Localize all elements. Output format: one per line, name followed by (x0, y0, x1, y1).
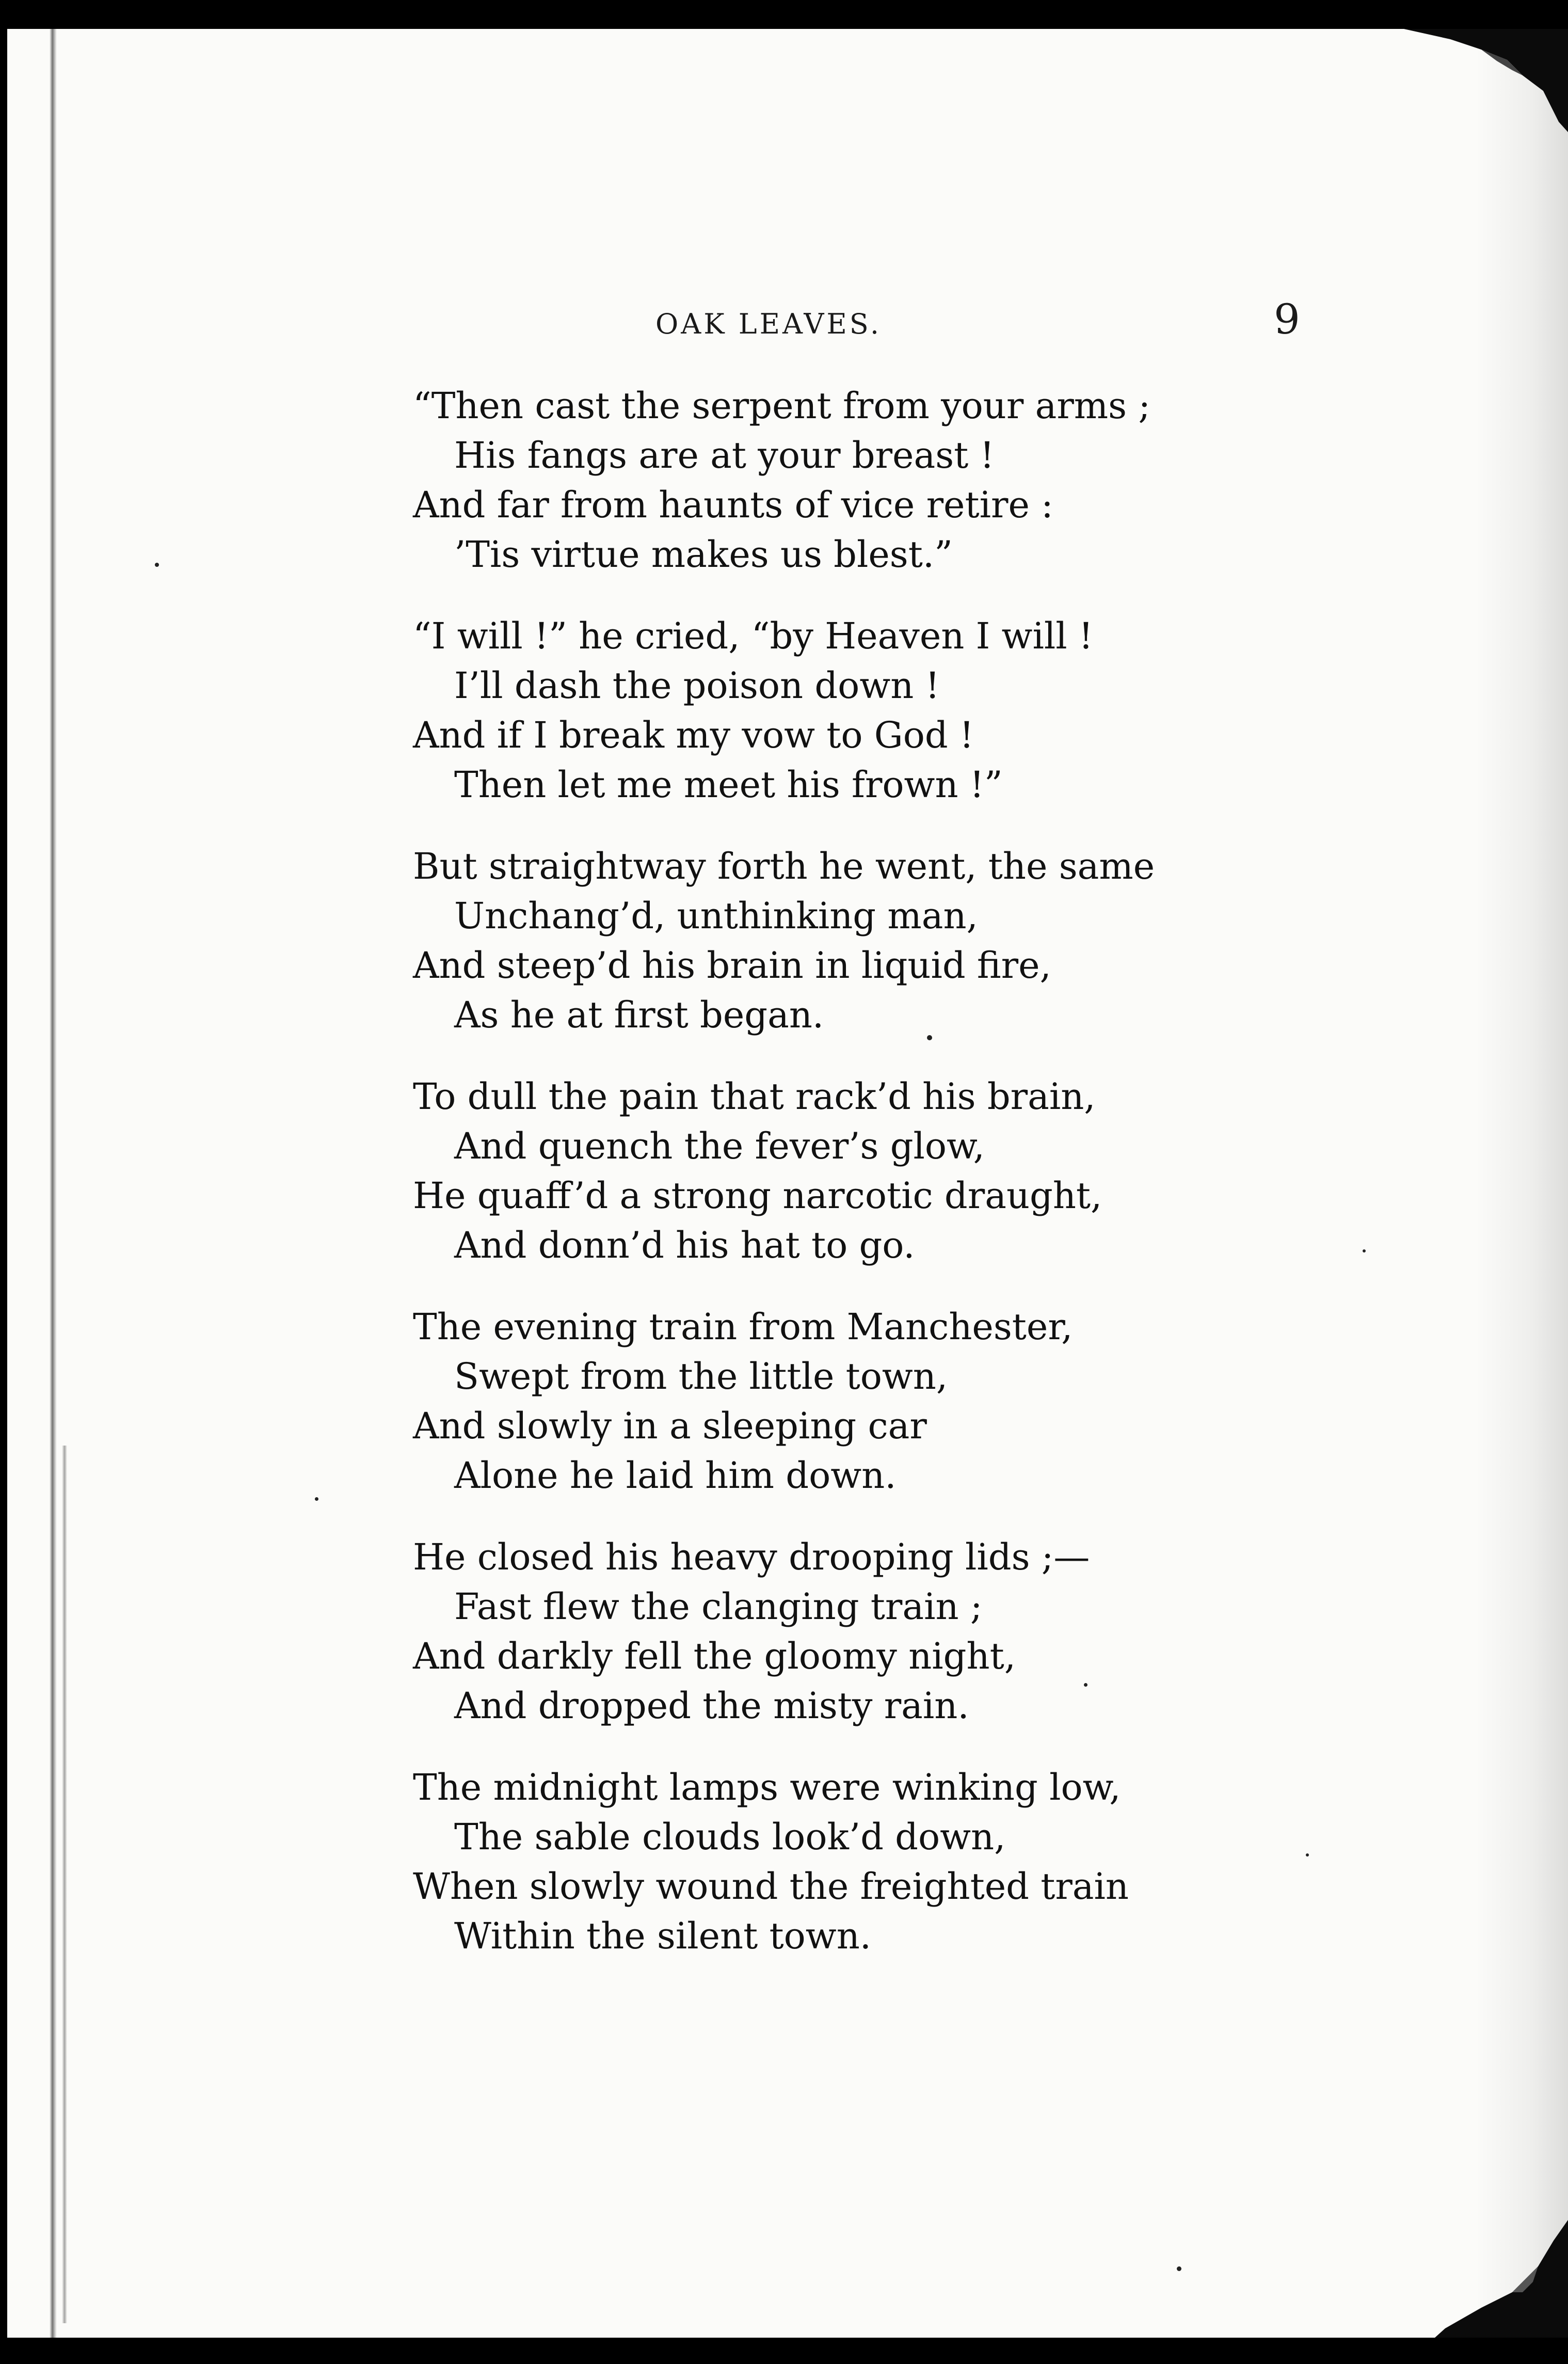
poem-line: And slowly in a sleeping car (413, 1405, 927, 1447)
stanza (413, 1072, 1197, 1270)
stanza (413, 611, 1197, 810)
poem-line: He quaff’d a strong narcotic draught, (413, 1175, 1102, 1217)
poem-line: The sable clouds look’d down, (454, 1816, 1006, 1858)
scan-speck (315, 1497, 318, 1501)
scan-speck (155, 563, 159, 567)
torn-corner-top-right (1404, 29, 1568, 132)
scan-speck (1306, 1853, 1309, 1857)
poem-line: And quench the fever’s glow, (454, 1125, 985, 1167)
stanza (413, 1532, 1197, 1731)
poem-line: “Then cast the serpent from your arms ; (413, 385, 1150, 427)
torn-corner-bottom-right (1435, 2220, 1568, 2338)
poem-line: Swept from the little town, (454, 1355, 948, 1398)
scan-edge-left (0, 0, 7, 2364)
poem-line: ’Tis virtue makes us blest.” (454, 533, 953, 576)
poem-line: And steep’d his brain in liquid fire, (413, 944, 1051, 987)
binding-shadow-lower (62, 1446, 67, 2323)
page-number: 9 (1274, 295, 1300, 343)
stanza (413, 1302, 1197, 1500)
poem-line: And far from haunts of vice retire : (413, 484, 1053, 526)
poem-line: “I will !” he cried, “by Heaven I will ! (413, 615, 1094, 657)
scan-edge-bottom (0, 2338, 1568, 2364)
poem-line: And dropped the misty rain. (454, 1685, 969, 1727)
poem-line: Unchang’d, unthinking man, (454, 895, 978, 937)
poem-line: And donn’d his hat to go. (454, 1224, 915, 1266)
scan-speck (1177, 2266, 1181, 2271)
stanza (413, 381, 1197, 579)
poem-line: The midnight lamps were winking low, (413, 1766, 1121, 1808)
scan-speck (1363, 1249, 1366, 1252)
poem-line: And darkly fell the gloomy night, (413, 1635, 1016, 1677)
poem-line: But straightway forth he went, the same (413, 845, 1155, 887)
poem-line: Then let me meet his frown !” (454, 764, 1003, 806)
poem-line: The evening train from Manchester, (413, 1306, 1073, 1348)
poem-line: Alone he laid him down. (454, 1454, 897, 1497)
stanza (413, 842, 1197, 1040)
poem-line: To dull the pain that rack’d his brain, (413, 1075, 1096, 1118)
poem-line: As he at first began. (454, 994, 824, 1036)
stanza (413, 1763, 1197, 1961)
running-title: OAK LEAVES. (655, 308, 882, 340)
poem-line: His fangs are at your breast ! (454, 434, 995, 477)
poem-line: And if I break my vow to God ! (413, 714, 974, 756)
scan-edge-top (0, 0, 1568, 29)
poem-body (413, 381, 1197, 1993)
poem-line: He closed his heavy drooping lids ;— (413, 1536, 1090, 1578)
binding-shadow (50, 29, 57, 2338)
page-edge-shadow (1476, 29, 1568, 2338)
poem-line: Fast flew the clanging train ; (454, 1585, 983, 1628)
poem-line: I’ll dash the poison down ! (454, 664, 940, 707)
poem-line: When slowly wound the freighted train (413, 1865, 1129, 1908)
poem-line: Within the silent town. (454, 1915, 872, 1957)
